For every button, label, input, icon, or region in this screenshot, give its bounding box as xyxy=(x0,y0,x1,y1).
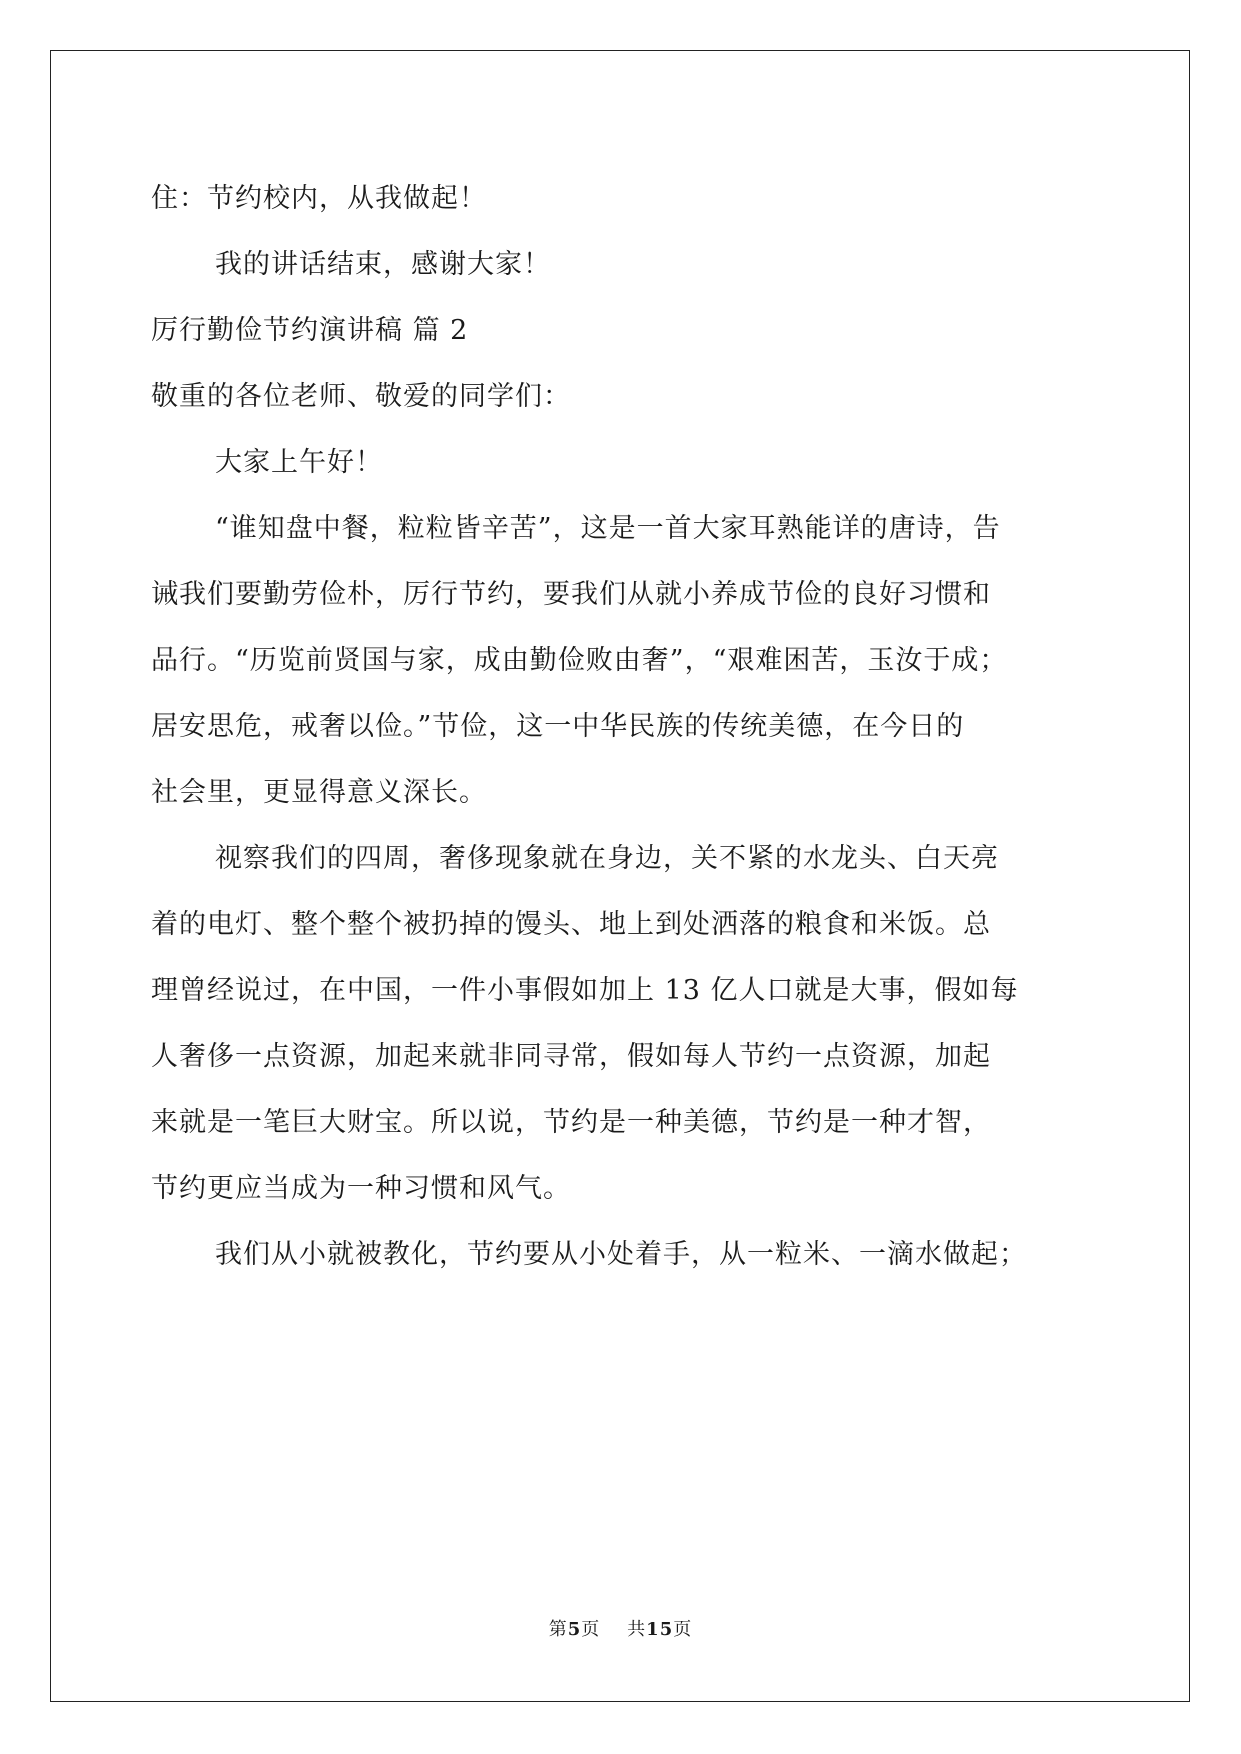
paragraph-line: 视察我们的四周，奢侈现象就在身边，关不紧的水龙头、白天亮 xyxy=(215,843,999,874)
paragraph-line: 着的电灯、整个整个被扔掉的馒头、地上到处洒落的粮食和米饭。总 xyxy=(151,909,991,940)
section-title: 厉行勤俭节约演讲稿 篇 2 xyxy=(151,315,469,346)
text-line-continuation: 住：节约校内，从我做起！ xyxy=(151,183,487,214)
paragraph-line: 来就是一笔巨大财宝。所以说，节约是一种美德，节约是一种才智， xyxy=(151,1107,991,1138)
paragraph-line: 居安思危，戒奢以俭。”节俭，这一中华民族的传统美德，在今日的 xyxy=(151,711,965,742)
document-body xyxy=(151,166,1091,1288)
paragraph-line: 我们从小就被教化，节约要从小处着手，从一粒米、一滴水做起； xyxy=(215,1239,1027,1270)
paragraph-line: 理曾经说过，在中国，一件小事假如加上 13 亿人口就是大事，假如每 xyxy=(151,975,1019,1006)
footer-prefix: 第 xyxy=(548,1619,568,1640)
paragraph-line: “谁知盘中餐，粒粒皆辛苦”，这是一首大家耳熟能详的唐诗，告 xyxy=(215,513,1001,544)
footer-total-prefix: 共 xyxy=(627,1619,647,1640)
paragraph-line: 社会里，更显得意义深长。 xyxy=(151,777,487,808)
footer-page-suffix: 页 xyxy=(581,1619,601,1640)
footer-total-suffix: 页 xyxy=(673,1619,693,1640)
paragraph-line: 诫我们要勤劳俭朴，厉行节约，要我们从就小养成节俭的良好习惯和 xyxy=(151,579,991,610)
text-line-closing: 我的讲话结束，感谢大家！ xyxy=(215,249,551,280)
salutation: 敬重的各位老师、敬爱的同学们： xyxy=(151,381,571,412)
paragraph-line: 节约更应当成为一种习惯和风气。 xyxy=(151,1173,571,1204)
paragraph-line: 品行。“历览前贤国与家，成由勤俭败由奢”，“艰难困苦，玉汝于成； xyxy=(151,645,1008,676)
current-page-number: 5 xyxy=(567,1619,582,1640)
paragraph-line: 人奢侈一点资源，加起来就非同寻常，假如每人节约一点资源，加起 xyxy=(151,1041,991,1072)
total-page-count: 15 xyxy=(646,1619,674,1640)
greeting: 大家上午好！ xyxy=(215,447,383,478)
page-number-footer xyxy=(0,1615,1241,1641)
